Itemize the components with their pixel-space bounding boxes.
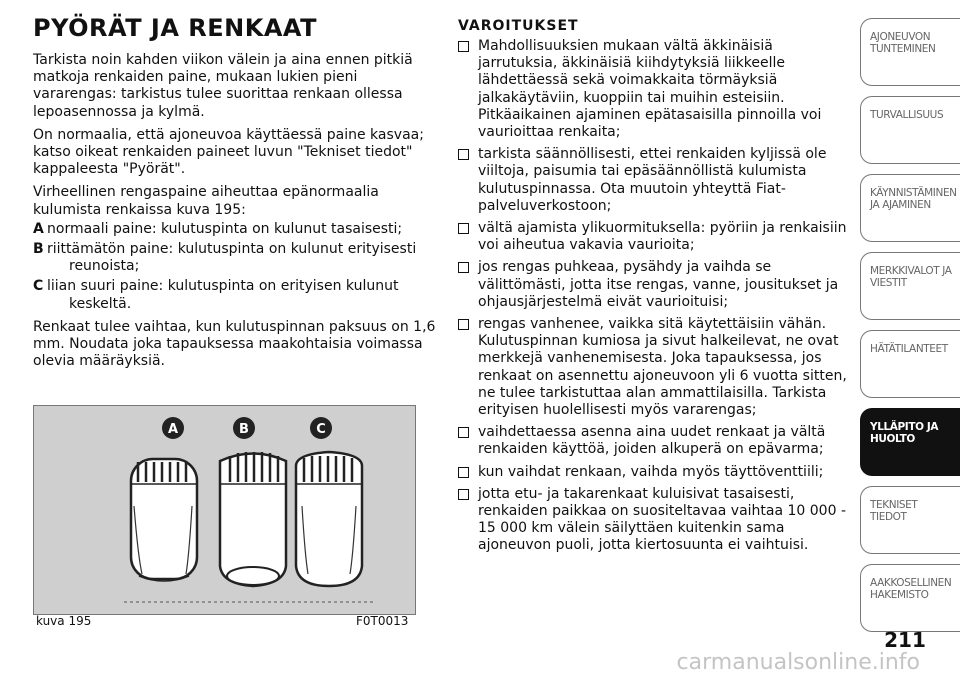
page-number: 211 bbox=[884, 628, 926, 652]
wear-paragraph: Virheellinen rengaspaine aiheuttaa epänormaalia kulumista renkaissa kuva 195: bbox=[33, 184, 379, 218]
list-item-c bbox=[33, 278, 443, 312]
label-c-badge bbox=[310, 417, 332, 439]
tire-b bbox=[220, 452, 286, 586]
checkbox-bullet-icon bbox=[458, 467, 469, 478]
warning-item: rengas vanhenee, vaikka sitä käytettäisiin vähän. Kulutuspinnan kumiosa ja sivut halkeilevat, ne ovat merkkejä vanhenemisesta. Joka tapauksessa, jos renkaat on asennettu ajoneuvoon yli 6 vuotta sitten, ne tulee tarkistuttaa alan ammattilaisilla. Tarkista erityisen huolellisesti myös vararengas; bbox=[458, 316, 850, 419]
list-item-a bbox=[33, 221, 443, 238]
checkbox-bullet-icon bbox=[458, 223, 469, 234]
chapter-tabs bbox=[860, 18, 960, 642]
tab-ajoneuvon-tunteminen[interactable]: AJONEUVON TUNTEMINEN bbox=[860, 18, 960, 86]
warning-item: jotta etu- ja takarenkaat kuluisivat tasaisesti, renkaiden paikkaa on suositeltavaa vaihtaa 10 000 - 15 000 km välein säilyttäen kuitenkin sama ajoneuvon puoli, jotta kiertosuunta ei vaihtuisi. bbox=[458, 486, 850, 555]
label-a-badge bbox=[162, 417, 184, 439]
intro-paragraph: Tarkista noin kahden viikon välein ja aina ennen pitkiä matkoja renkaiden paine, mukaan lukien pieni vararengas: tarkistus tulee suorittaa renkaan ollessa lepoasennossa ja kylmä. bbox=[33, 52, 413, 120]
list-marker: B bbox=[33, 241, 44, 258]
list-item-b bbox=[33, 241, 443, 275]
tab-yllapito-ja-huolto[interactable]: YLLÄPITO JA HUOLTO bbox=[860, 408, 960, 476]
replacement-paragraph: Renkaat tulee vaihtaa, kun kulutuspinnan paksuus on 1,6 mm. Noudata joka tapauksessa maakohtaisia voimassa olevia määräyksiä. bbox=[33, 318, 436, 370]
tab-turvallisuus[interactable]: TURVALLISUUS bbox=[860, 96, 960, 164]
figure-caption: kuva 195 bbox=[36, 614, 92, 628]
checkbox-bullet-icon bbox=[458, 489, 469, 500]
svg-text:B: B bbox=[239, 422, 249, 437]
warnings-heading: VAROITUKSET bbox=[458, 18, 579, 34]
tire-wear-figure bbox=[33, 405, 416, 615]
warning-item: vältä ajamista ylikuormituksella: pyöriin ja renkaisiin voi aiheutua vakavia vaurioita; bbox=[458, 220, 850, 254]
tire-c bbox=[296, 452, 362, 586]
tab-hatatilanteet[interactable]: HÄTÄTILANTEET bbox=[860, 330, 960, 398]
watermark: carmanualsonline.info bbox=[676, 650, 920, 675]
tire-a bbox=[131, 459, 197, 581]
tab-kaynnistaminen[interactable]: KÄYNNISTÄMINEN JA AJAMINEN bbox=[860, 174, 960, 242]
warning-item: jos rengas puhkeaa, pysähdy ja vaihda se välittömästi, jotta itse rengas, vanne, jousitukset ja ohjausjärjestelmä eivät vaurioituisi; bbox=[458, 259, 850, 311]
left-column bbox=[33, 14, 443, 376]
svg-text:C: C bbox=[316, 422, 326, 437]
list-marker: A bbox=[33, 220, 44, 237]
warning-item: Mahdollisuuksien mukaan vältä äkkinäisiä jarrutuksia, äkkinäisiä kiihdytyksiä liikkeelle lähdettäessä sekä voimakkaita törmäyksiä jalkakäytäviin, kuoppiin tai muihin esteisiin. Pitkäaikainen ajaminen epätasaisilla pinnoilla voi vaurioittaa renkaita; bbox=[458, 38, 850, 141]
section-title: PYÖRÄT JA RENKAAT bbox=[33, 14, 318, 42]
tab-tekniset-tiedot[interactable]: TEKNISET TIEDOT bbox=[860, 486, 960, 554]
label-b-badge bbox=[233, 417, 255, 439]
checkbox-bullet-icon bbox=[458, 149, 469, 160]
list-text: riittämätön paine: kulutuspinta on kulunut erityisesti reunoista; bbox=[47, 241, 417, 275]
list-marker: C bbox=[33, 278, 44, 295]
checkbox-bullet-icon bbox=[458, 319, 469, 330]
checkbox-bullet-icon bbox=[458, 427, 469, 438]
checkbox-bullet-icon bbox=[458, 41, 469, 52]
tab-merkkivalot[interactable]: MERKKIVALOT JA VIESTIT bbox=[860, 252, 960, 320]
svg-text:A: A bbox=[167, 422, 179, 437]
tab-hakemisto[interactable]: AAKKOSELLINEN HAKEMISTO bbox=[860, 564, 960, 632]
tire-wear-illustration bbox=[34, 406, 415, 614]
warning-item: kun vaihdat renkaan, vaihda myös täyttöventtiili; bbox=[458, 464, 850, 481]
checkbox-bullet-icon bbox=[458, 262, 469, 273]
warning-item: vaihdettaessa asenna aina uudet renkaat ja vältä renkaiden käyttöä, joiden alkuperä on epävarma; bbox=[458, 424, 850, 458]
list-text: normaali paine: kulutuspinta on kulunut tasaisesti; bbox=[47, 220, 403, 237]
warning-item: tarkista säännöllisesti, ettei renkaiden kyljissä ole viiltoja, paisumia tai epäsäännöllistä kulumista kulutuspinnassa. Ota muutoin yhteyttä Fiat-palveluverkostoon; bbox=[458, 146, 850, 215]
list-text: liian suuri paine: kulutuspinta on erityisen kulunut keskeltä. bbox=[47, 278, 399, 312]
figure-code: F0T0013 bbox=[356, 614, 409, 628]
warnings-column bbox=[458, 18, 850, 560]
pressure-paragraph: On normaalia, että ajoneuvoa käyttäessä paine kasvaa; katso oikeat renkaiden paineet luvun "Tekniset tiedot" kappaleesta "Pyörät". bbox=[33, 126, 424, 178]
